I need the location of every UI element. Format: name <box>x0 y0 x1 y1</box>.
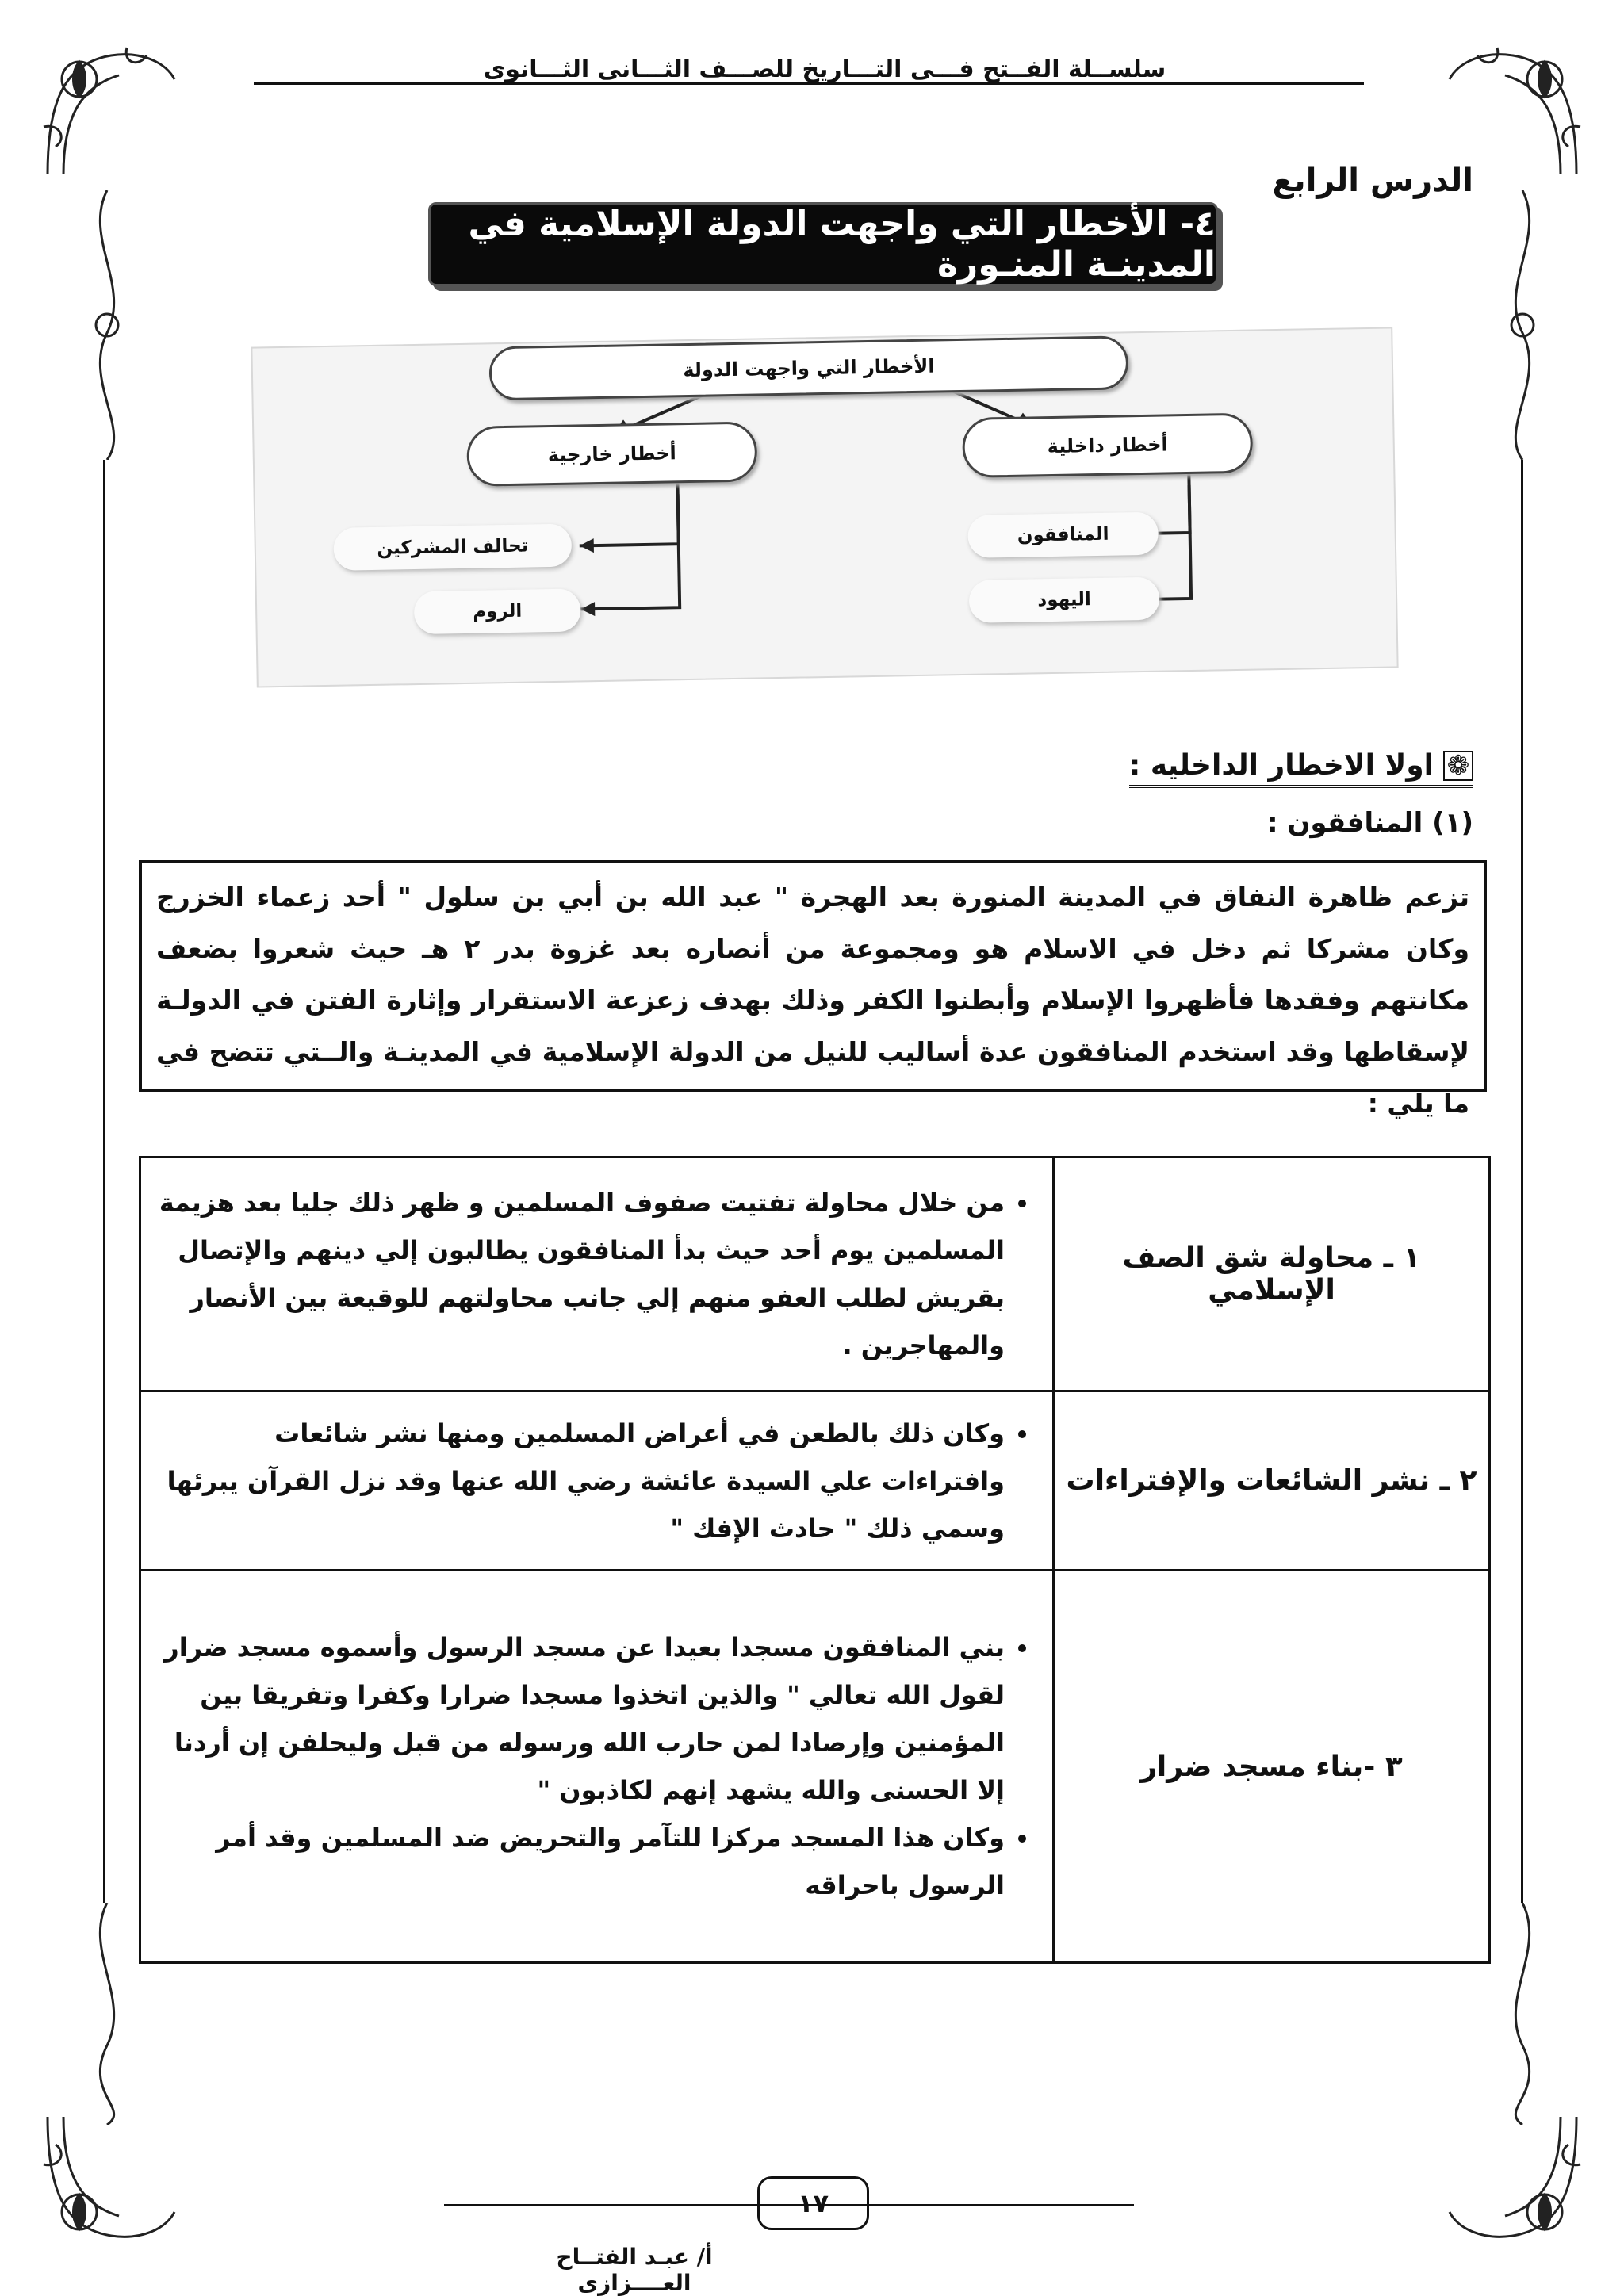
diagram-item-hypocrites: المنافقون <box>967 512 1159 558</box>
method-point: • وكان ذلك بالطعن في أعراض المسلمين ومنها نشر شائعات وافتراءات علي السيدة عائشة رضي الله عنها وقد نزل القرآن يبرئها وسمي ذلك " حادث الإفك " <box>157 1410 1005 1552</box>
table-row <box>140 1571 1490 1963</box>
method-description <box>140 1391 1054 1571</box>
method-name: ٢ ـ نشر الشائعات والإفتراءات <box>1054 1391 1490 1571</box>
lesson-label: الدرس الرابع <box>1272 163 1473 199</box>
main-title: ٤- الأخطار التي واجهت الدولة الإسلامية في المدينـة المنـورة <box>468 204 1216 285</box>
method-description <box>140 1571 1054 1963</box>
method-point: • وكان هذا المسجد مركزا للتآمر والتحريض ضد المسلمين وقد أمر الرسول باحراقه <box>157 1814 1005 1909</box>
page-number: ١٧ <box>757 2176 869 2230</box>
corner-ornament-bottom-left <box>32 2109 182 2260</box>
section-heading <box>1129 749 1473 788</box>
methods-table <box>139 1156 1491 1964</box>
diagram-item-romans: الروم <box>414 588 581 634</box>
diagram-external-dangers: أخطار خارجية <box>466 421 757 486</box>
frame-left-line <box>103 460 105 1903</box>
diagram-internal-dangers: أخطار داخلية <box>962 413 1253 478</box>
corner-ornament-bottom-right <box>1442 2109 1592 2260</box>
method-point: • من خلال محاولة تفتيت صفوف المسلمين و ظهر ذلك جليا بعد هزيمة المسلمين يوم أحد حيث بدأ المنافقون يطالبون إلي دينهم والإتصال بقريش لطلب العفو منهم إلي جانب محاولتهم للوقيعة بين الأنصار والمهاجرين . <box>157 1179 1005 1369</box>
corner-ornament-top-left <box>32 32 182 182</box>
subheading: (١) المنافقون : <box>1266 807 1473 839</box>
side-ornament-left <box>75 190 139 460</box>
series-header: سلســلة الفــتح فـــى التـــاريخ للصـــف الثـــانى الثـــانوى <box>483 55 1166 83</box>
table-row <box>140 1391 1490 1571</box>
frame-right-line <box>1521 460 1523 1903</box>
intro-paragraph: تزعم ظاهرة النفاق في المدينة المنورة بعد الهجرة " عبد الله بن أبي بن سلول " أحد زعماء الخزرج وكان مشركا ثم دخل في الاسلام هو ومجموعة من أنصاره بعد غزوة بدر ٢ هـ حيث شعروا بضعف مكانتهم وفقدها فأظهروا الإسلام وأبطنوا الكفر وذلك بهدف زعزعة الاستقرار وإثارة الفتن في الدولـة لإسقاطها وقد استخدم المنافقون عدة أساليب للنيل من الدولة الإسلامية في المدينـة والــتي تتضح في ما يلي : <box>139 860 1487 1092</box>
corner-ornament-top-right <box>1442 32 1592 182</box>
dangers-diagram <box>251 327 1398 687</box>
section-heading-text: اولا الاخطار الداخليه : <box>1128 749 1434 782</box>
method-name: ١ ـ محاولة شق الصف الإسلامي <box>1054 1158 1490 1391</box>
method-point: • بني المنافقون مسجدا بعيدا عن مسجد الرسول وأسموه مسجد ضرار لقول الله تعالي " والذين اتخذوا مسجدا ضرارا وكفرا وتفريقا بين المؤمنين وإرصادا لمن حارب الله ورسوله من قبل وليحلفن إن أردنا إلا الحسنى والله يشهد إنهم لكاذبون " <box>157 1624 1005 1814</box>
side-ornament-right-bottom <box>1491 1903 1554 2125</box>
main-title-box <box>428 202 1218 286</box>
method-description <box>140 1158 1054 1391</box>
diagram-item-jews: اليهود <box>969 577 1160 623</box>
diagram-item-polytheists-alliance: تحالف المشركين <box>333 524 572 571</box>
side-ornament-right <box>1491 190 1554 460</box>
method-name: ٣ -بناء مسجد ضرار <box>1054 1571 1490 1963</box>
table-row <box>140 1158 1490 1391</box>
side-ornament-left-bottom <box>75 1903 139 2125</box>
flower-icon: ❁ <box>1443 751 1473 781</box>
diagram-root: الأخطار التي واجهت الدولة <box>488 335 1128 400</box>
author-name: أ/ عبـد الفتــاح العــــزازى <box>556 2244 713 2296</box>
